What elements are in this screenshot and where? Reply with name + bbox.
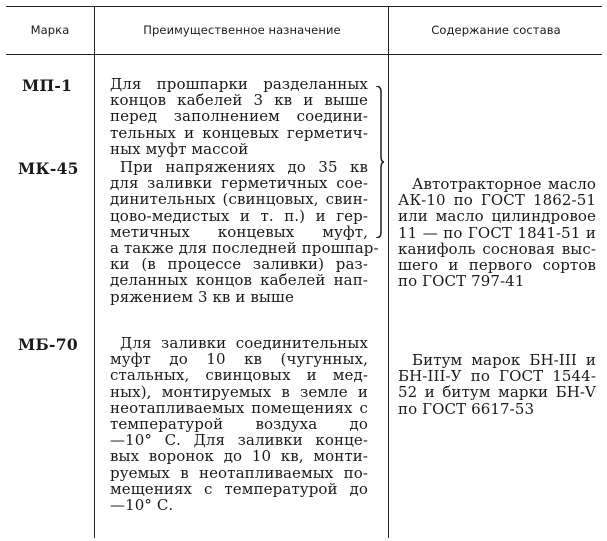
purpose-line: Для прошпарки разделанных xyxy=(110,75,368,93)
column-divider-2 xyxy=(388,6,389,538)
composition-line: или масло цилиндровое xyxy=(398,207,596,226)
purpose-line: температурой воздуха до xyxy=(110,415,368,434)
purpose-line: ных муфт массой xyxy=(110,139,249,158)
purpose-line: динительных (свинцовых, свин- xyxy=(110,190,368,209)
composition-line: по ГОСТ 797-41 xyxy=(398,272,525,291)
purpose-line: тельных и концевых герметич- xyxy=(110,123,368,142)
purpose-line: метичных концевых муфт, xyxy=(110,222,368,241)
purpose-line: Для заливки соединительных xyxy=(120,334,368,352)
composition-line: 11 — по ГОСТ 1841-51 и xyxy=(398,223,596,242)
row-mark-mk45: МК-45 xyxy=(18,159,79,178)
purpose-line: концов кабелей 3 кв и выше xyxy=(110,91,368,110)
row-purpose-mp1 xyxy=(110,76,368,157)
header-bottom-rule xyxy=(6,54,602,55)
purpose-line: ряжением 3 кв и выше xyxy=(110,287,294,306)
composition-line: 52 и битум марки БН-V xyxy=(398,383,596,402)
purpose-line: цово-медистых и т. п.) и гер- xyxy=(110,206,368,225)
header-mark: Марка xyxy=(30,23,70,37)
purpose-line: для заливки герметичных сое- xyxy=(110,174,368,193)
purpose-line: стальных, свинцовых и мед- xyxy=(110,366,368,385)
row-composition-mb70 xyxy=(398,352,596,417)
purpose-line: перед заполнением соедини- xyxy=(110,107,368,126)
row-mark-mp1: МП-1 xyxy=(22,76,73,95)
composition-line: канифоль сосновая выс- xyxy=(398,239,596,258)
purpose-line: ки (в процессе заливки) раз- xyxy=(110,255,368,274)
purpose-line: —10° С. xyxy=(110,496,174,515)
table-top-rule xyxy=(6,6,602,7)
row-purpose-mb70 xyxy=(110,335,368,513)
purpose-line: неотапливаемых помещениях с xyxy=(110,398,368,417)
row-composition-mk45 xyxy=(398,176,596,289)
purpose-line: вых воронок до 10 кв, монти- xyxy=(110,447,368,466)
composition-line: АК-10 по ГОСТ 1862-51 xyxy=(398,191,596,210)
composition-line: Битум марок БН-III и xyxy=(412,351,596,369)
row-mark-mb70: МБ-70 xyxy=(18,335,78,354)
purpose-line: деланных концов кабелей нап- xyxy=(110,271,368,290)
purpose-line: —10° С. Для заливки конце- xyxy=(110,431,368,450)
purpose-line: муфт до 10 кв (чугунных, xyxy=(110,350,368,369)
grouping-brace xyxy=(376,86,384,238)
composition-line: Автотракторное масло xyxy=(412,175,596,193)
composition-line: по ГОСТ 6617-53 xyxy=(398,399,535,418)
header-composition: Содержание состава xyxy=(431,23,561,37)
row-purpose-mk45 xyxy=(110,158,379,306)
purpose-line: мещениях с температурой до xyxy=(110,479,368,498)
composition-line: БН-III-У по ГОСТ 1544- xyxy=(398,367,596,386)
purpose-line: руемых в неотапливаемых по- xyxy=(110,463,368,482)
header-purpose: Преимущественное назначение xyxy=(143,23,341,37)
purpose-line: ных), монтируемых в земле и xyxy=(110,382,368,401)
purpose-line: а также для последней прошпар- xyxy=(110,239,379,258)
composition-line: шего и первого сортов xyxy=(398,256,596,275)
column-divider-1 xyxy=(94,6,95,538)
purpose-line: При напряжениях до 35 кв xyxy=(120,158,368,176)
